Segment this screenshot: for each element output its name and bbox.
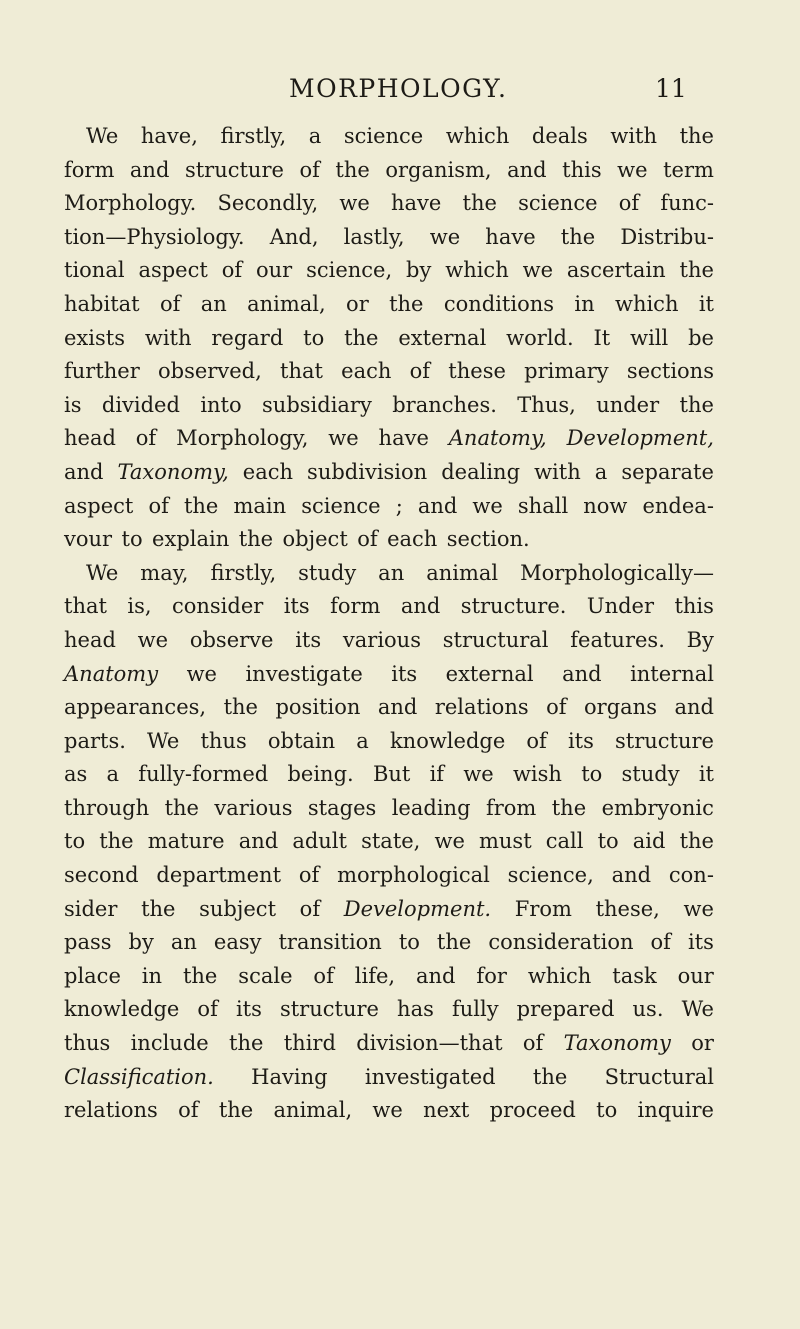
word: And, [269, 224, 319, 249]
word: we [186, 661, 217, 686]
text-line [64, 557, 714, 591]
word: as [64, 762, 88, 787]
word: leading [391, 795, 471, 820]
word: of [357, 527, 378, 552]
word: a [308, 124, 322, 148]
word: or [346, 291, 369, 316]
word: obtain [267, 728, 336, 753]
word: its [295, 627, 322, 652]
word: Having [251, 1064, 328, 1089]
text-line [64, 590, 714, 624]
word: the [560, 224, 596, 249]
word: knowledge [64, 997, 180, 1022]
word: we [683, 896, 714, 921]
word: branches. [392, 392, 497, 417]
text-line [64, 1094, 714, 1128]
word: vour [64, 527, 113, 552]
italic-word: Development. [343, 896, 492, 921]
word: division—that [356, 1031, 503, 1056]
word: of [178, 1098, 199, 1123]
word: the [679, 392, 714, 417]
word: with [534, 459, 581, 484]
word: pass [64, 930, 112, 955]
word: task [612, 963, 657, 988]
word: endea- [642, 493, 714, 518]
word: But [372, 762, 411, 787]
word: divided [101, 392, 180, 417]
word: of [299, 157, 320, 182]
word: Morphologically— [520, 560, 714, 585]
text-line [64, 658, 714, 692]
word: subdivision [307, 459, 428, 484]
word: exists [64, 325, 125, 350]
word: science [343, 124, 424, 148]
word: its [235, 997, 262, 1022]
text-line [64, 859, 714, 893]
word: and [238, 829, 279, 854]
text-line [64, 893, 714, 927]
word: and [507, 157, 547, 182]
word: a [594, 459, 608, 484]
word: inquire [637, 1098, 714, 1123]
text-line [64, 322, 714, 356]
word: the [141, 896, 176, 921]
text-line [64, 758, 714, 792]
word: the [344, 325, 379, 350]
text-line [64, 389, 714, 423]
word: scale [238, 963, 293, 988]
word: to [64, 829, 86, 854]
text-line [64, 926, 714, 960]
word: that [280, 359, 323, 384]
word: of [159, 291, 181, 316]
word: the [679, 258, 714, 283]
word: to [581, 762, 603, 787]
word: include [130, 1031, 209, 1056]
word: with [144, 325, 192, 350]
word: the [551, 795, 587, 820]
word: consideration [488, 930, 634, 955]
word: for [476, 963, 507, 988]
word: of [221, 258, 243, 283]
word: and [417, 493, 458, 518]
running-title: MORPHOLOGY. [289, 74, 508, 103]
word: observe [189, 627, 274, 652]
word: aspect [64, 493, 134, 518]
word: habitat [64, 291, 140, 316]
word: to [596, 1098, 618, 1123]
word: to [303, 325, 325, 350]
word: tion—Physiology. [64, 224, 245, 249]
word: state, [361, 829, 421, 854]
word: in [574, 291, 595, 316]
word: It [593, 325, 611, 350]
word: each [242, 459, 294, 484]
word: Morphology, [176, 426, 309, 451]
italic-word: Classification. [64, 1064, 214, 1089]
word: each [341, 359, 392, 384]
word: its [283, 594, 310, 619]
word: being. [287, 762, 354, 787]
running-head [0, 74, 800, 114]
word: sections [626, 359, 714, 384]
word: we [434, 829, 465, 854]
word: and [64, 459, 104, 484]
word: By [686, 627, 714, 652]
word: of [135, 426, 157, 451]
word: we [463, 762, 494, 787]
italic-word: Taxonomy, [117, 459, 229, 484]
word: of [298, 863, 320, 888]
word: relations [434, 695, 529, 720]
word: Thus, [517, 392, 576, 417]
text-line [64, 154, 714, 188]
word: separate [621, 459, 714, 484]
word: if [429, 762, 445, 787]
word: have [485, 224, 536, 249]
word: its [567, 728, 594, 753]
word: We [681, 997, 714, 1022]
word: we [429, 224, 461, 249]
text-line [64, 254, 714, 288]
word: explain [152, 527, 230, 552]
word: section. [446, 527, 530, 552]
italic-word: Anatomy [64, 661, 159, 686]
word: these, [595, 896, 660, 921]
word: knowledge [389, 728, 506, 753]
word: through [64, 795, 150, 820]
word: investigated [364, 1064, 496, 1089]
text-line [64, 1061, 714, 1095]
word: lastly, [343, 224, 405, 249]
word: study [298, 560, 357, 585]
word: main [233, 493, 287, 518]
word: of [526, 728, 547, 753]
word: we [617, 157, 648, 182]
word: life, [354, 963, 396, 988]
word: position [275, 695, 361, 720]
word: external [445, 661, 534, 686]
word: and [611, 863, 652, 888]
word: we [328, 426, 359, 451]
word: relations [64, 1098, 158, 1123]
word: we [372, 1098, 403, 1123]
word: these [448, 359, 506, 384]
word: appearances, [64, 695, 207, 720]
word: further [64, 359, 140, 384]
word: embryonic [601, 795, 714, 820]
word: from [485, 795, 537, 820]
word: and [674, 695, 714, 720]
word: to [597, 829, 619, 854]
word: the [229, 1031, 264, 1056]
word: Distribu- [620, 224, 714, 249]
word: be [688, 325, 714, 350]
word: have [378, 426, 429, 451]
text-line [64, 355, 714, 389]
word: which [614, 291, 679, 316]
word: it [698, 291, 714, 316]
word: firstly, [220, 124, 287, 148]
word: have, [140, 124, 198, 148]
word: consider [171, 594, 264, 619]
word: of [299, 896, 321, 921]
word: the [679, 829, 714, 854]
word: structural [442, 627, 549, 652]
word: each [387, 527, 438, 552]
word: study [621, 762, 680, 787]
text-line [64, 792, 714, 826]
word: regard [211, 325, 284, 350]
word: the [389, 291, 424, 316]
word: will [630, 325, 669, 350]
word: the [238, 527, 274, 552]
italic-word: Taxonomy [563, 1031, 671, 1056]
word: is [64, 392, 82, 417]
text-line [64, 993, 714, 1027]
word: primary [524, 359, 609, 384]
word: Secondly, [217, 191, 319, 216]
word: thus [200, 728, 247, 753]
word: structure [615, 728, 714, 753]
word: conditions [443, 291, 555, 316]
text-line [64, 960, 714, 994]
word: We [86, 124, 119, 148]
word: various [214, 795, 293, 820]
word: our [255, 258, 293, 283]
word: second [64, 863, 139, 888]
word: this [562, 157, 602, 182]
word: may, [140, 560, 189, 585]
word: an [378, 560, 405, 585]
word: an [170, 930, 197, 955]
word: to [121, 527, 143, 552]
word: next [423, 1098, 470, 1123]
word: the [164, 795, 199, 820]
word: shall [517, 493, 569, 518]
word: of [618, 191, 640, 216]
word: wish [512, 762, 562, 787]
word: head [64, 627, 116, 652]
word: third [283, 1031, 336, 1056]
word: the [462, 191, 497, 216]
word: adult [292, 829, 347, 854]
word: Under [586, 594, 655, 619]
word: object [282, 527, 348, 552]
word: now [583, 493, 628, 518]
word: is, [127, 594, 152, 619]
word: parts. [64, 728, 126, 753]
word: head [64, 426, 116, 451]
word: aid [632, 829, 666, 854]
word: We [86, 560, 119, 585]
word: of [522, 1031, 544, 1056]
body-text [64, 120, 714, 1128]
word: proceed [489, 1098, 576, 1123]
word: organs [584, 695, 657, 720]
word: the [218, 1098, 254, 1123]
word: and [400, 594, 441, 619]
word: animal, [273, 1098, 353, 1123]
text-line [64, 725, 714, 759]
word: with [610, 124, 657, 148]
word: which [445, 258, 509, 283]
word: form [64, 157, 115, 182]
word: science [518, 191, 598, 216]
word: us. [632, 997, 664, 1022]
word: dealing [441, 459, 521, 484]
word: investigate [245, 661, 363, 686]
word: world. [506, 325, 574, 350]
word: easy [213, 930, 262, 955]
word: sider [64, 896, 118, 921]
word: the [679, 124, 714, 148]
word: a [356, 728, 369, 753]
word: by [128, 930, 154, 955]
word: science [301, 493, 381, 518]
word: in [141, 963, 163, 988]
word: call [545, 829, 584, 854]
word: external [398, 325, 487, 350]
word: we [137, 627, 169, 652]
text-line [64, 456, 714, 490]
word: the [335, 157, 370, 182]
text-line [64, 422, 714, 456]
word: and [562, 661, 602, 686]
word: prepared [516, 997, 615, 1022]
italic-word: Anatomy, [448, 426, 547, 451]
word: various [342, 627, 421, 652]
word: of [650, 930, 671, 955]
word: which [527, 963, 592, 988]
word: of [409, 359, 431, 384]
word: this [674, 594, 714, 619]
word: stages [307, 795, 377, 820]
word: ; [395, 493, 403, 518]
word: Morphology. [64, 191, 197, 216]
word: internal [630, 661, 714, 686]
word: that [64, 594, 107, 619]
word: func- [660, 191, 714, 216]
word: must [478, 829, 532, 854]
word: mature [147, 829, 225, 854]
word: organism, [385, 157, 492, 182]
text-line [64, 490, 714, 524]
word: subject [199, 896, 277, 921]
word: the [183, 493, 219, 518]
word: we [522, 258, 554, 283]
word: have [390, 191, 442, 216]
word: our [677, 963, 714, 988]
word: we [472, 493, 503, 518]
word: subsidiary [262, 392, 372, 417]
word: its [687, 930, 714, 955]
word: or [691, 1031, 714, 1056]
word: of [313, 963, 334, 988]
word: aspect [138, 258, 208, 283]
word: the [436, 930, 472, 955]
word: observed, [158, 359, 262, 384]
word: ascertain [566, 258, 666, 283]
word: a [106, 762, 120, 787]
word: animal [426, 560, 499, 585]
text-line [64, 624, 714, 658]
word: we [339, 191, 370, 216]
word: term [663, 157, 714, 182]
word: an [200, 291, 227, 316]
word: con- [668, 863, 714, 888]
word: by [406, 258, 432, 283]
text-line [64, 691, 714, 725]
word: firstly, [210, 560, 277, 585]
word: of [546, 695, 567, 720]
word: morphological [337, 863, 490, 888]
word: science, [306, 258, 393, 283]
word: of [148, 493, 169, 518]
word: thus [64, 1031, 111, 1056]
word: structure [279, 997, 379, 1022]
word: it [698, 762, 714, 787]
word: the [99, 829, 134, 854]
word: structure. [460, 594, 567, 619]
word: form [330, 594, 381, 619]
word: its [391, 661, 418, 686]
word: the [223, 695, 258, 720]
word: From [514, 896, 572, 921]
word: which [445, 124, 510, 148]
word: and [377, 695, 418, 720]
word: the [182, 963, 218, 988]
word: has [397, 997, 434, 1022]
page-number: 11 [655, 74, 687, 103]
word: of [197, 997, 218, 1022]
word: and [416, 963, 456, 988]
word: the [532, 1064, 568, 1089]
word: deals [531, 124, 588, 148]
word: features. [570, 627, 665, 652]
word: Structural [604, 1064, 714, 1089]
text-line [64, 523, 714, 557]
word: structure [184, 157, 284, 182]
word: fully [451, 997, 499, 1022]
word: animal, [247, 291, 326, 316]
word: tional [64, 258, 125, 283]
text-line [64, 187, 714, 221]
word: We [147, 728, 180, 753]
text-line [64, 221, 714, 255]
word: and [129, 157, 170, 182]
word: into [200, 392, 242, 417]
text-line [64, 288, 714, 322]
text-line [64, 120, 714, 154]
text-line [64, 825, 714, 859]
word: fully-formed [138, 762, 269, 787]
word: under [596, 392, 660, 417]
word: science, [507, 863, 594, 888]
text-line [64, 1027, 714, 1061]
italic-word: Development, [566, 426, 714, 451]
word: to [398, 930, 420, 955]
word: department [156, 863, 282, 888]
word: place [64, 963, 121, 988]
word: transition [278, 930, 382, 955]
